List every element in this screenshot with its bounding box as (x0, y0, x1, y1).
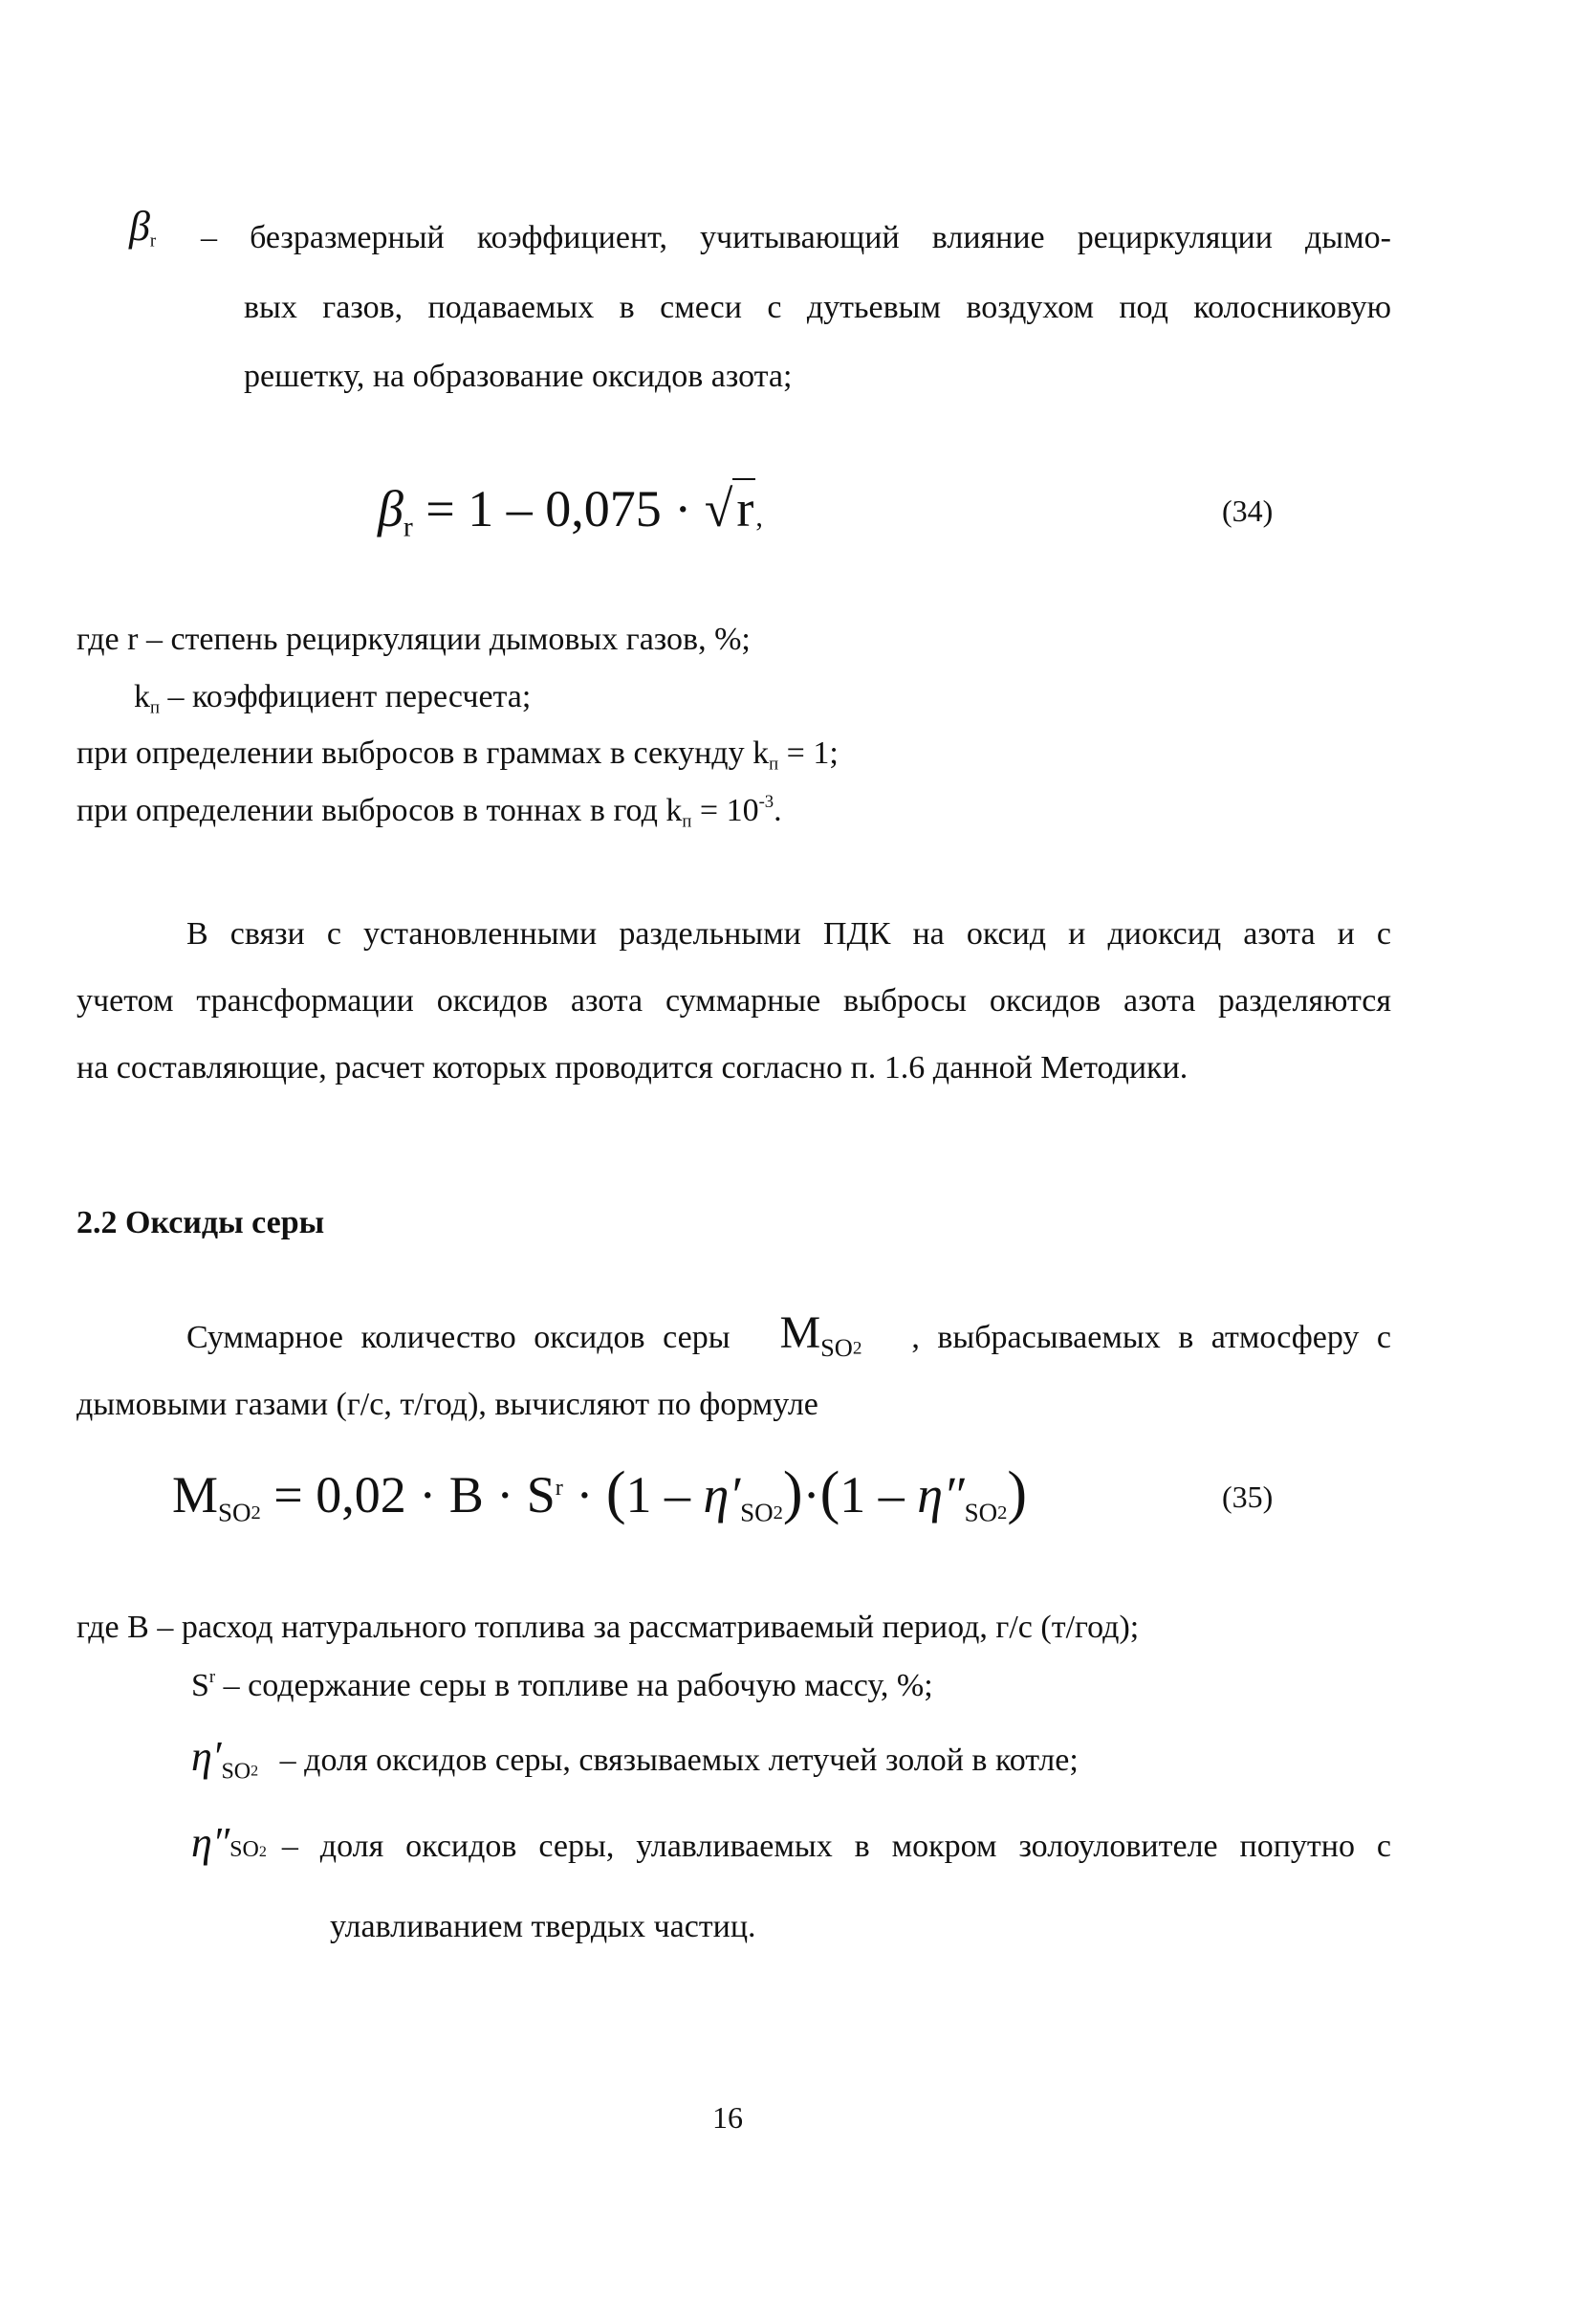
where35-eta2: η″ (191, 1819, 230, 1866)
beta-subscript: r (149, 230, 157, 252)
formula-35-dot2: · (802, 1466, 820, 1524)
beta-symbol: β (129, 203, 150, 250)
formula-35-one2: 1 – (840, 1466, 918, 1524)
so2-m-symbol-group (779, 1307, 862, 1363)
so2-m-sub2: 2 (852, 1338, 862, 1359)
where34-line3-sub: п (769, 754, 779, 775)
nox-paragraph-line2: учетом трансформации оксидов азота суммарные выбросы оксидов азота разделяются (76, 983, 1391, 1019)
where34-line4-sub: п (682, 811, 692, 832)
formula-34-trail: , (755, 501, 763, 533)
where35-line3 (191, 1733, 1079, 1785)
beta-definition-text1: – безразмерный коэффициент, учитывающий влияние рециркуляции дымо- (201, 220, 1391, 255)
so2-paragraph-post: , выбрасываемых в атмосферу с (911, 1320, 1391, 1355)
formula-34-equals: = (425, 480, 455, 537)
so2-paragraph-pre: Суммарное количество оксидов серы (186, 1320, 731, 1355)
formula-34-expr: 1 – 0,075 · (468, 480, 692, 537)
where35-s-text: – содержание серы в топливе на рабочую массу, %; (215, 1668, 933, 1704)
formula-34-beta: β (378, 480, 403, 537)
formula-34 (378, 480, 763, 543)
formula-35-eta2-sub: SO (964, 1498, 998, 1527)
where34-line4-post: . (774, 793, 782, 829)
formula-35-dot: · (562, 1466, 606, 1524)
formula-35-rhs: = 0,02 · B · S (273, 1466, 556, 1524)
page-number: 16 (712, 2100, 743, 2135)
section-heading: 2.2 Оксиды серы (76, 1205, 325, 1240)
so2-m-sub: SO (820, 1333, 853, 1363)
formula-35 (172, 1460, 1028, 1527)
sqrt-icon: √ (704, 480, 733, 537)
formula-35-open2: ( (819, 1460, 840, 1525)
k-symbol: k (134, 679, 150, 714)
formula-35-m-sub2: 2 (251, 1502, 261, 1524)
where34-line4 (76, 794, 782, 831)
so2-paragraph-line1 (186, 1307, 1391, 1363)
so2-m-symbol: M (779, 1307, 821, 1358)
formula-35-eta1-sub: SO (740, 1498, 774, 1527)
where34-line2 (134, 681, 531, 717)
where35-eta1-sub: SO (221, 1759, 251, 1785)
k-subscript: п (150, 697, 161, 718)
where34-line4-sup: -3 (758, 792, 774, 812)
formula-35-eta1-sub2: 2 (773, 1502, 783, 1524)
k-text: – коэффициент пересчета; (160, 679, 532, 714)
nox-paragraph-line3: на составляющие, расчет которых проводится согласно п. 1.6 данной Методики. (76, 1050, 1189, 1085)
where34-line4-pre: при определении выбросов в тоннах в год k (76, 793, 683, 829)
formula-35-eta2: η″ (917, 1466, 965, 1524)
formula-35-s-sup: r (555, 1474, 563, 1501)
where35-line5: улавливанием твердых частиц. (330, 1909, 756, 1944)
formula-35-close2: ) (1007, 1460, 1028, 1525)
nox-paragraph-line1: В связи с установленными раздельными ПДК на оксид и диоксид азота и с (186, 916, 1391, 952)
formula-35-one1: 1 – (625, 1466, 704, 1524)
where35-eta2-sub: SO (229, 1837, 259, 1862)
where34-line4-mid: = 10 (691, 793, 759, 829)
where35-s: S (191, 1668, 209, 1704)
beta-definition-text2: вых газов, подаваемых в смеси с дутьевым воздухом под колосниковую (244, 290, 1391, 325)
beta-definition-line1 (129, 203, 157, 252)
formula-35-open1: ( (605, 1460, 626, 1525)
beta-definition-text3: решетку, на образование оксидов азота; (244, 359, 793, 394)
where34-line1: где r – степень рециркуляции дымовых газов, %; (76, 622, 751, 657)
where34-line3-pre: при определении выбросов в граммах в секунду k (76, 735, 770, 771)
formula-35-close1: ) (782, 1460, 803, 1525)
formula-34-beta-sub: r (403, 512, 413, 543)
formula-35-eta1: η′ (703, 1466, 741, 1524)
where35-eta2-text: – доля оксидов серы, улавливаемых в мокром золоуловителе попутно с (281, 1829, 1391, 1864)
where34-line3-post: = 1; (778, 735, 839, 771)
where35-line1: где B – расход натурального топлива за рассматриваемый период, г/с (т/год); (76, 1610, 1140, 1645)
formula-35-eta2-sub2: 2 (997, 1502, 1008, 1524)
formula-35-m-sub: SO (218, 1498, 251, 1527)
where35-eta2-sub2: 2 (258, 1844, 267, 1860)
where35-line4 (191, 1819, 1391, 1866)
formula-34-sqrt (704, 480, 756, 537)
formula-34-radicand: r (732, 478, 755, 537)
where35-eta1-text: – доля оксидов серы, связываемых летучей золой в котле; (279, 1743, 1079, 1778)
where35-line2 (191, 1669, 933, 1702)
where34-line3 (76, 737, 839, 774)
where35-s-sup: r (208, 1667, 216, 1687)
formula-34-number: (34) (1222, 493, 1274, 528)
where35-eta1-sub2: 2 (251, 1763, 259, 1780)
so2-paragraph-line2: дымовыми газами (г/с, т/год), вычисляют по формуле (76, 1387, 818, 1422)
formula-35-m: M (172, 1466, 219, 1524)
where35-eta1: η′ (191, 1733, 222, 1780)
formula-35-number: (35) (1222, 1480, 1274, 1514)
